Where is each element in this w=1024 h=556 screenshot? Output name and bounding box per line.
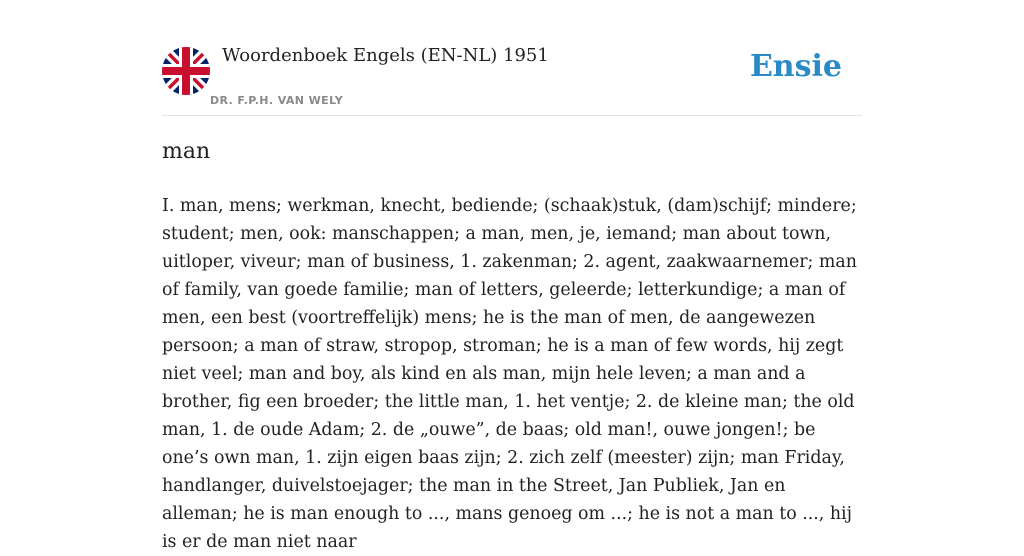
ensie-logo[interactable]: Ensie [749,49,842,84]
dictionary-author: DR. F.P.H. VAN WELY [210,94,344,107]
dictionary-title[interactable]: Woordenboek Engels (EN-NL) 1951 [222,45,549,66]
dictionary-header [162,0,862,116]
uk-flag-icon [162,47,210,95]
entry-definition: I. man, mens; werkman, knecht, bediende; (schaak)stuk, (dam)schijf; mindere; student; men, ook: manschappen; a man, men, je, iemand; man about town, uitloper, viveur; man of business, 1. zakenman; 2. agent, zaakwaarnemer; man of family, van goede familie; man of letters, geleerde; letterkundige; a man of men, een best (voortreffelijk) mens; he is the man of men, de aangewezen persoon; a man of straw, stropop, stroman; he is a man of few words, hij zegt niet veel; man and boy, als kind en als man, mijn hele leven; a man and a brother, fig een broeder; the little man, 1. het ventje; 2. de kleine man; the old man, 1. de oude Adam; 2. de „ouwe”, de baas; old man!, ouwe jongen!; be one’s own man, 1. zijn eigen baas zijn; 2. zich zelf (meester) zijn; man Friday, handlanger, duivelstoejager; the man in the Street, Jan Publiek, Jan en alleman; he is man enough to ..., mans genoeg om ...; he is not a man to ..., hij is er de man niet naar [162,196,857,552]
entry-page [162,0,862,552]
entry-headword: man [162,139,211,164]
